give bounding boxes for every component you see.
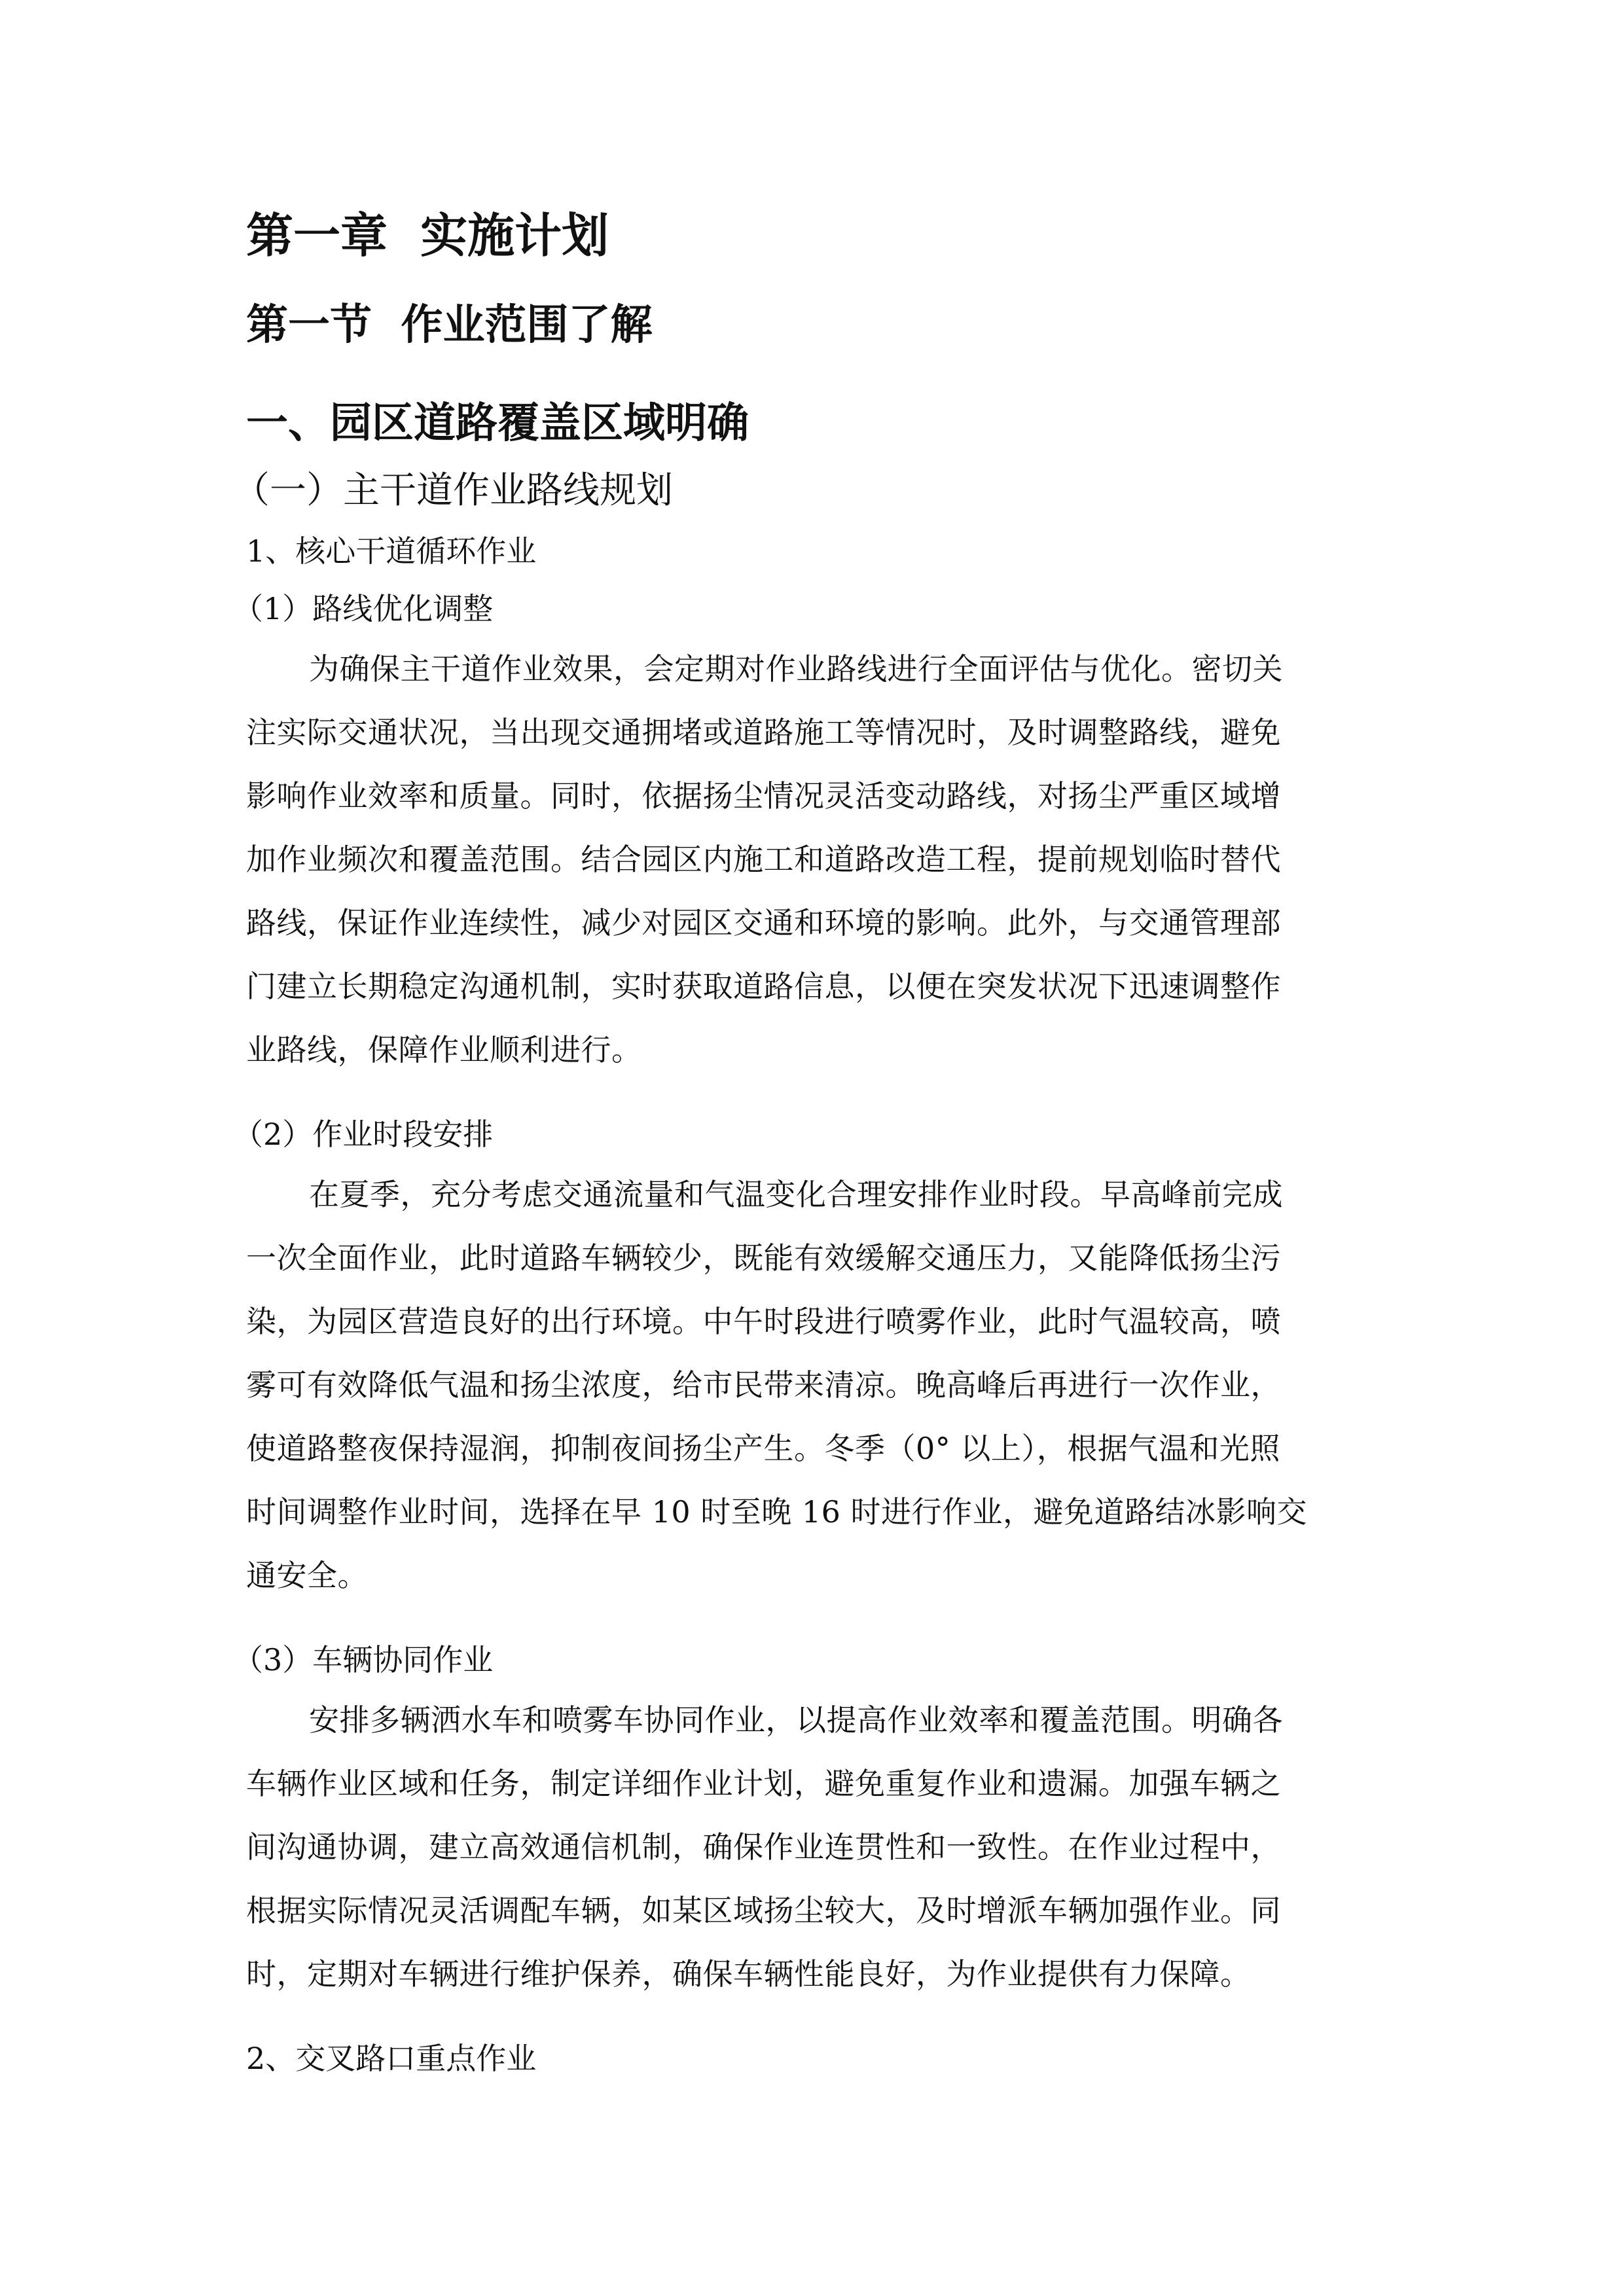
paragraph-line: 时间调整作业时间，选择在早 10 时至晚 16 时进行作业，避免道路结冰影响交: [246, 1494, 1308, 1530]
block-heading-vehicle-coordination: （3）车辆协同作业: [233, 1642, 494, 1677]
paragraph-line: 为确保主干道作业效果，会定期对作业路线进行全面评估与优化。密切关: [309, 651, 1283, 687]
paragraph-schedule: [246, 1163, 1385, 1607]
paragraph-line: 门建立长期稳定沟通机制，实时获取道路信息，以便在突发状况下迅速调整作: [246, 969, 1281, 1004]
subsubsection-title: （一）主干道作业路线规划: [233, 469, 673, 512]
paragraph-vehicle-coordination: [246, 1689, 1385, 2006]
section-title: 第一节 作业范围了解: [246, 301, 653, 350]
paragraph-line: 间沟通协调，建立高效通信机制，确保作业连贯性和一致性。在作业过程中，: [246, 1829, 1281, 1865]
paragraph-line: 车辆作业区域和任务，制定详细作业计划，避免重复作业和遗漏。加强车辆之: [246, 1766, 1281, 1801]
paragraph-line: 路线，保证作业连续性，减少对园区交通和环境的影响。此外，与交通管理部: [246, 905, 1281, 941]
paragraph-line: 一次全面作业，此时道路车辆较少，既能有效缓解交通压力，又能降低扬尘污: [246, 1240, 1281, 1276]
block-heading-schedule: （2）作业时段安排: [233, 1117, 494, 1152]
paragraph-line: 注实际交通状况，当出现交通拥堵或道路施工等情况时，及时调整路线，避免: [246, 715, 1281, 750]
item-1-title: 1、核心干道循环作业: [246, 533, 537, 569]
chapter-title: 第一章 实施计划: [246, 208, 609, 263]
paragraph-line: 根据实际情况灵活调配车辆，如某区域扬尘较大，及时增派车辆加强作业。同: [246, 1893, 1281, 1928]
block-heading-route-optimization: （1）路线优化调整: [233, 591, 494, 626]
paragraph-line: 影响作业效率和质量。同时，依据扬尘情况灵活变动路线，对扬尘严重区域增: [246, 778, 1281, 814]
paragraph-line: 使道路整夜保持湿润，抑制夜间扬尘产生。冬季（0° 以上），根据气温和光照: [246, 1431, 1280, 1466]
paragraph-route-optimization: [246, 637, 1385, 1082]
subsection-title: 一、园区道路覆盖区域明确: [246, 399, 749, 448]
document-content: [233, 196, 1385, 2087]
item-2-title: 2、交叉路口重点作业: [246, 2041, 537, 2076]
paragraph-line: 业路线，保障作业顺利进行。: [246, 1032, 642, 1067]
paragraph-line: 安排多辆洒水车和喷雾车协同作业，以提高作业效率和覆盖范围。明确各: [309, 1702, 1283, 1738]
paragraph-line: 时，定期对车辆进行维护保养，确保车辆性能良好，为作业提供有力保障。: [246, 1956, 1251, 1992]
paragraph-line: 加作业频次和覆盖范围。结合园区内施工和道路改造工程，提前规划临时替代: [246, 842, 1281, 877]
paragraph-line: 通安全。: [246, 1558, 368, 1593]
paragraph-line: 雾可有效降低气温和扬尘浓度，给市民带来清凉。晚高峰后再进行一次作业，: [246, 1367, 1281, 1403]
paragraph-line: 在夏季，充分考虑交通流量和气温变化合理安排作业时段。早高峰前完成: [309, 1177, 1283, 1212]
paragraph-line: 染，为园区营造良好的出行环境。中午时段进行喷雾作业，此时气温较高，喷: [246, 1304, 1281, 1339]
